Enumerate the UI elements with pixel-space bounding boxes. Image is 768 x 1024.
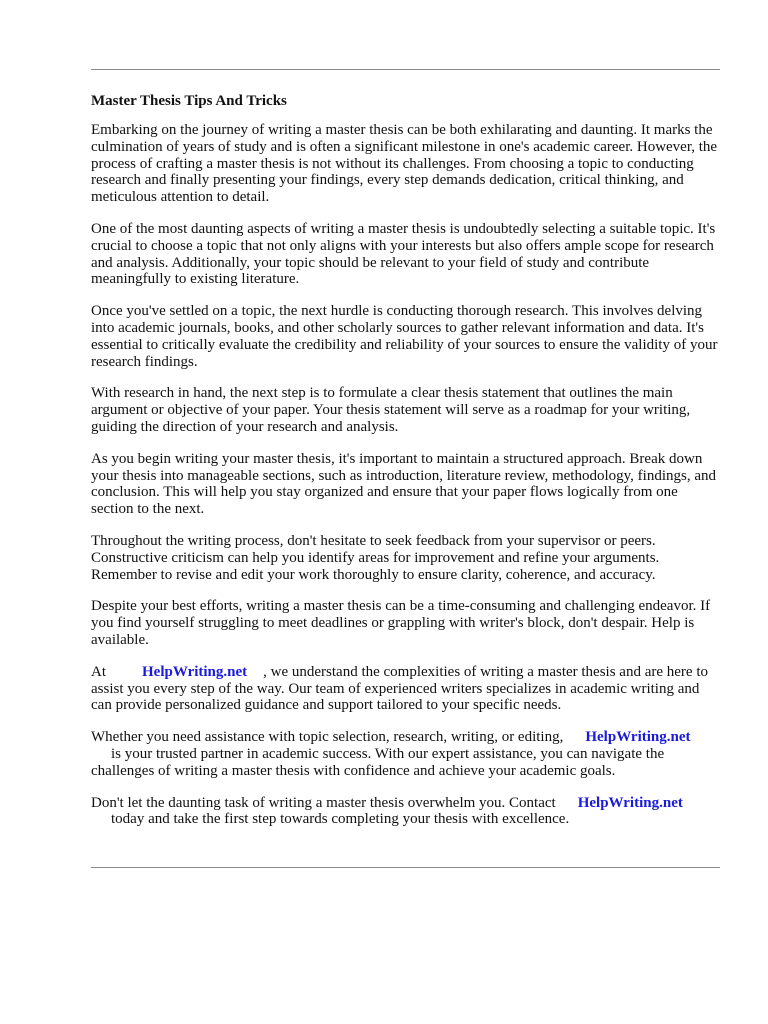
paragraph-thesis-statement: With research in hand, the next step is to formulate a clear thesis statement that outlines the main argument or objective of your paper. Your thesis statement will serve as a roadmap for your writing, guiding the direction of your research and analysis. [91,385,691,435]
paragraph-intro: Embarking on the journey of writing a master thesis can be both exhilarating and daunting. It marks the culmination of years of study and is often a significant milestone in one's academic career. However, the process of crafting a master thesis is not without its challenges. From choosing a topic to conducting research and finally presenting your findings, every step demands dedication, critical thinking, and meticulous attention to detail. [91,122,718,206]
top-divider [91,69,720,70]
document-body [91,92,721,843]
paragraph-text: is your trusted partner in academic success. With our expert assistance, you can navigate the challenges of writing a master thesis with confidence and achieve your academic goals. [91,745,665,779]
paragraph-text: Don't let the daunting task of writing a master thesis overwhelm you. Contact [91,794,556,811]
paragraph-feedback: Throughout the writing process, don't hesitate to seek feedback from your supervisor or peers. Constructive criticism can help you identify areas for improvement and refine your arguments. Remember to revise and edit your work thoroughly to ensure clarity, coherence, and accuracy. [91,532,660,583]
helpwriting-link[interactable]: HelpWriting.net [577,794,683,811]
paragraph-structure: As you begin writing your master thesis, it's important to maintain a structured approach. Break down your thesis into manageable sections, such as introduction, literature review, methodology, findings, and conclusion. This will help you stay organized and ensure that your paper flows logically from one section to the next. [91,450,716,518]
document-title: Master Thesis Tips And Tricks [91,93,287,109]
helpwriting-link[interactable]: HelpWriting.net [142,663,248,680]
paragraph-text: Whether you need assistance with topic selection, research, writing, or editing, [91,729,564,746]
paragraph-whether [91,729,721,779]
paragraph-text: At [91,663,106,680]
bottom-divider [91,867,720,868]
paragraph-research: Once you've settled on a topic, the next hurdle is conducting thorough research. This involves delving into academic journals, books, and other scholarly sources to gather relevant information and data. It's essential to critically evaluate the credibility and reliability of your sources to ensure the validity of your research findings. [91,303,718,370]
paragraph-text: today and take the first step towards completing your thesis with excellence. [111,811,570,828]
paragraph-topic: One of the most daunting aspects of writing a master thesis is undoubtedly selecting a suitable topic. It's crucial to choose a topic that not only aligns with your interests but also offers ample scope for research and analysis. Additionally, your topic should be relevant to your field of study and contribute meaningfully to existing literature. [91,220,716,288]
paragraph-text: , we understand the complexities of writing a master thesis and are here to assist you every step of the way. Our team of experienced writers specializes in academic writing and can provide personalized guidance and support tailored to your specific needs. [91,663,708,714]
paragraph-at-helpwriting [91,664,721,714]
helpwriting-link[interactable]: HelpWriting.net [585,729,691,746]
paragraph-help-available: Despite your best efforts, writing a master thesis can be a time-consuming and challenging endeavor. If you find yourself struggling to meet deadlines or grappling with writer's block, don't despair. Help is available. [91,598,711,648]
paragraph-contact [91,795,721,829]
